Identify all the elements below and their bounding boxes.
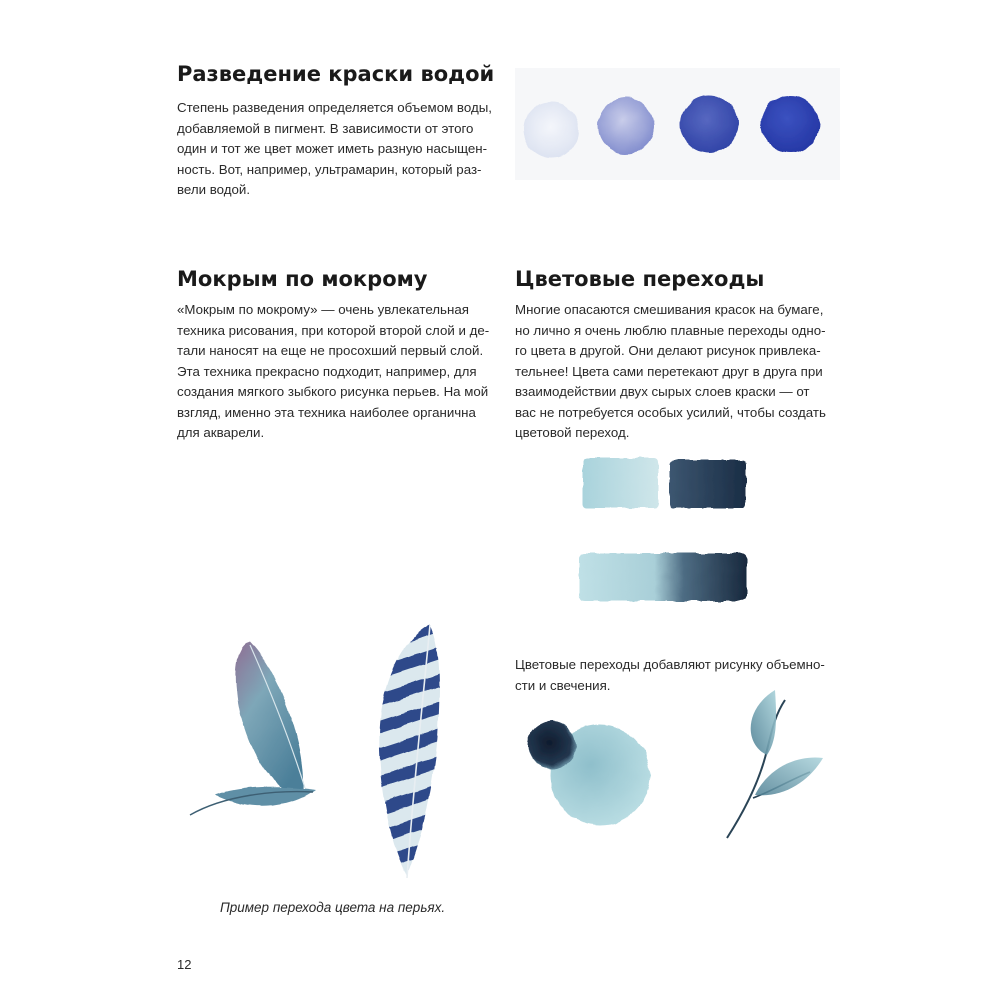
heading-color-transitions: Цветовые переходы bbox=[515, 267, 765, 291]
swatch-circle bbox=[680, 95, 738, 153]
text-line: взгляд, именно эта техника наиболее органична bbox=[177, 404, 476, 420]
text-line: вас не потребуется особых усилий, чтобы создать bbox=[515, 404, 826, 420]
text-line: техника рисования, при которой второй слой и де- bbox=[177, 322, 490, 338]
text-line: добавляемой в пигмент. В зависимости от этого bbox=[177, 120, 474, 136]
blended-transition-swatch bbox=[579, 553, 747, 601]
ultramarine-dilution-swatches bbox=[515, 68, 840, 180]
text-line: тельнее! Цвета сами перетекают друг в друга при bbox=[515, 363, 823, 379]
paragraph-dilution bbox=[177, 98, 492, 201]
text-line: Эта техника прекрасно подходит, например, для bbox=[177, 363, 477, 379]
swatch-circle bbox=[598, 98, 654, 154]
blend-circles-illustration bbox=[520, 715, 670, 855]
text-line: Многие опасаются смешивания красок на бумаге, bbox=[515, 302, 824, 317]
text-line: один и тот же цвет может иметь разную насыщен- bbox=[177, 141, 488, 156]
text-line: взаимодействии двух сырых слоев краски — от bbox=[515, 384, 810, 399]
leaf bbox=[751, 690, 776, 755]
text-line: Степень разведения определяется объемом воды, bbox=[177, 100, 492, 115]
text-line: для акварели. bbox=[177, 425, 265, 440]
page-number: 12 bbox=[177, 957, 192, 972]
leaf bbox=[755, 757, 823, 795]
text-line: сти и свечения. bbox=[515, 677, 611, 693]
text-line: но лично я очень люблю плавные переходы одно- bbox=[515, 322, 826, 338]
swatch-circle bbox=[761, 95, 819, 153]
text-line: тали наносят на еще не просохший первый слой. bbox=[177, 343, 484, 358]
paragraph-wet-on-wet bbox=[177, 300, 489, 444]
text-line: цветовой переход. bbox=[515, 425, 630, 440]
text-line: «Мокрым по мокрому» — очень увлекательная bbox=[177, 302, 469, 317]
light-blue-swatch bbox=[583, 458, 658, 508]
feather-caption: Пример перехода цвета на перьях. bbox=[220, 900, 446, 915]
leaf-branch-illustration bbox=[715, 680, 830, 845]
text-line: го цвета в другой. Они делают рисунок привлека- bbox=[515, 343, 821, 358]
swatch-circle bbox=[523, 102, 579, 158]
text-line: создания мягкого зыбкого рисунка перьев. На мой bbox=[177, 384, 489, 399]
heading-wet-on-wet: Мокрым по мокрому bbox=[177, 267, 428, 291]
dark-blob bbox=[528, 721, 576, 769]
curved-feather bbox=[190, 642, 315, 815]
dark-indigo-swatch bbox=[670, 460, 746, 508]
text-line: ность. Вот, например, ультрамарин, который раз- bbox=[177, 161, 482, 177]
text-line: вели водой. bbox=[177, 182, 251, 197]
paragraph-color-transitions bbox=[515, 300, 826, 444]
text-line: Цветовые переходы добавляют рисунку объемно- bbox=[515, 657, 825, 672]
feathers-illustration bbox=[185, 620, 460, 885]
transition-swatches bbox=[575, 450, 755, 620]
heading-dilution: Разведение краски водой bbox=[177, 62, 495, 86]
striped-feather bbox=[379, 625, 439, 878]
